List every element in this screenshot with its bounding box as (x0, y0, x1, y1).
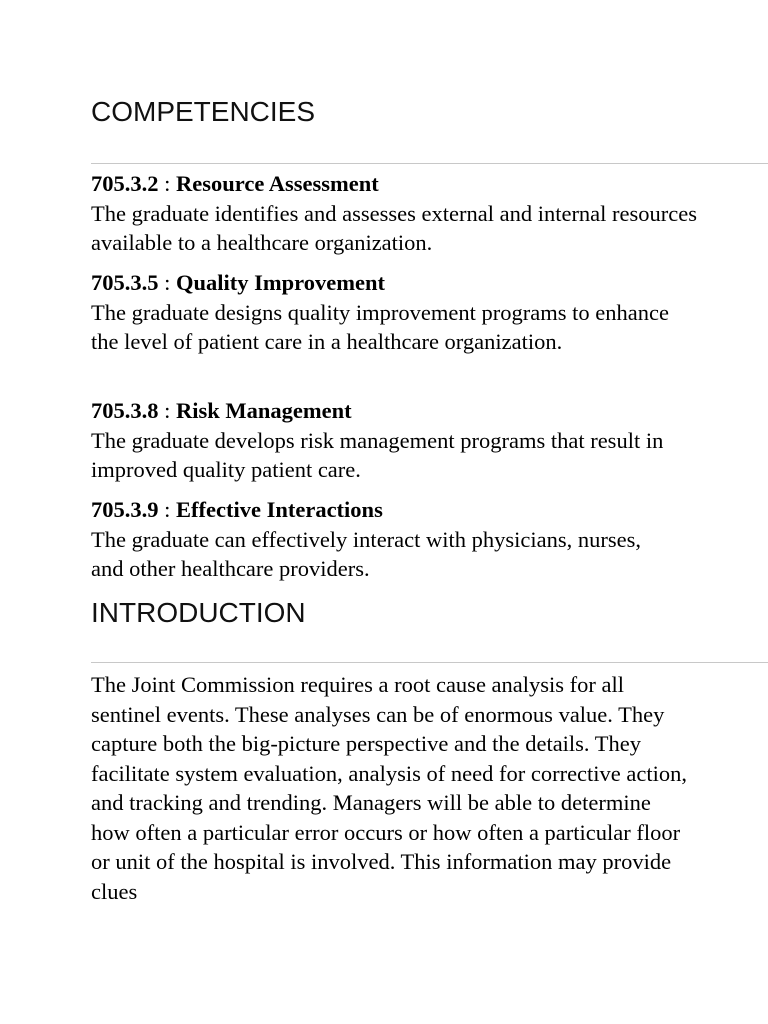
competency-title: Effective Interactions (176, 497, 383, 522)
competencies-divider (91, 163, 768, 164)
competency-item (91, 169, 731, 258)
competency-code: 705.3.9 (91, 497, 159, 522)
competency-separator: : (158, 270, 177, 295)
competency-item (91, 396, 731, 485)
competency-code: 705.3.5 (91, 270, 159, 295)
competency-code: 705.3.2 (91, 171, 159, 196)
competency-separator: : (158, 497, 177, 522)
competency-separator: : (158, 398, 177, 423)
introduction-heading: INTRODUCTION (91, 597, 306, 628)
competency-title: Quality Improvement (176, 270, 385, 295)
competency-title-line (91, 396, 731, 426)
competency-description: The graduate can effectively interact with physicians, nurses, and other healthcare providers. (91, 526, 641, 581)
competency-item (91, 268, 731, 357)
competency-description: The graduate identifies and assesses external and internal resources available to a healthcare organization. (91, 200, 698, 255)
competency-title: Resource Assessment (176, 171, 379, 196)
introduction-divider (91, 662, 768, 663)
competency-title-line (91, 495, 731, 525)
competency-description: The graduate designs quality improvement programs to enhance the level of patient care in a healthcare organization. (91, 299, 669, 354)
competency-separator: : (158, 171, 177, 196)
competencies-heading: COMPETENCIES (91, 96, 316, 127)
competency-description: The graduate develops risk management programs that result in improved quality patient care. (91, 427, 664, 482)
competency-title: Risk Management (176, 398, 352, 423)
competency-title-line (91, 169, 731, 199)
introduction-body: The Joint Commission requires a root cause analysis for all sentinel events. These analyses can be of enormous value. They capture both the big-picture perspective and the details. They facilitate system evaluation, analysis of need for corrective action, and tracking and trending. Managers will be able to determine how often a particular error occurs or how often a particular floor or unit of the hospital is involved. This information may provide clues (91, 672, 688, 904)
competency-code: 705.3.8 (91, 398, 159, 423)
competency-item (91, 495, 731, 584)
competency-title-line (91, 268, 731, 298)
